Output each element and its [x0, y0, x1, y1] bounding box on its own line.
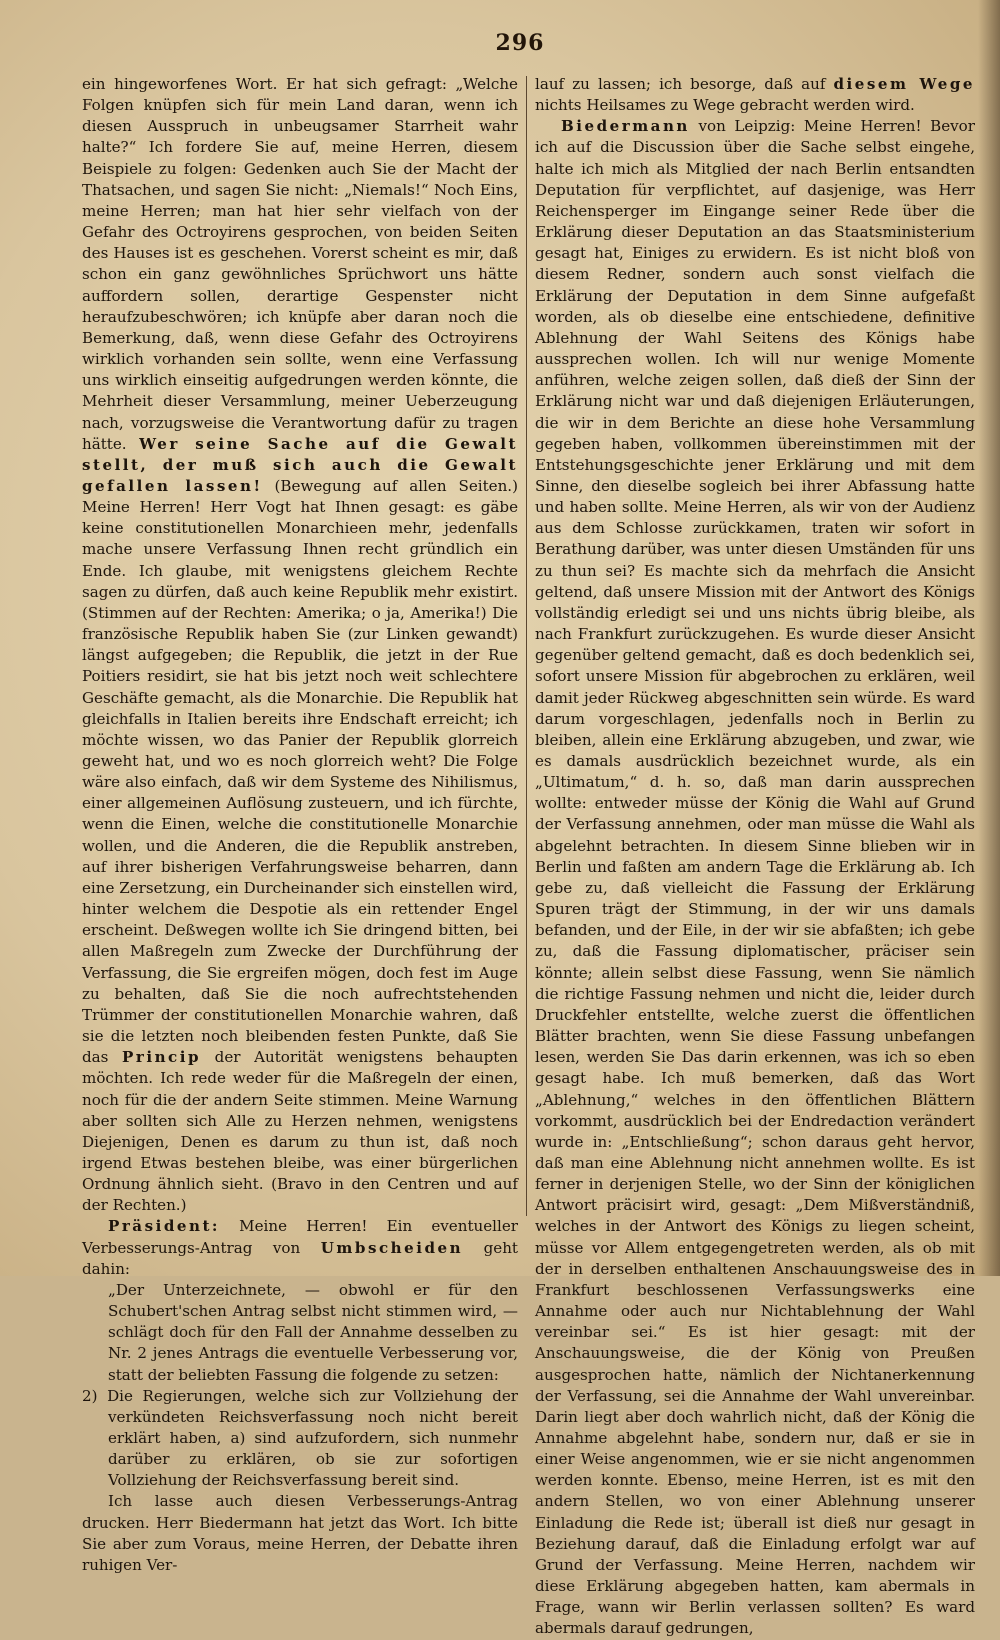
paragraph-president	[82, 1216, 518, 1279]
amendment-point-2: 2) Die Regierungen, welche sich zur Vollziehung der verkündeten Reichsverfassung noch nicht bereit erklärt haben, a) sind aufzufordern, sich nunmehr darüber zu erklären, ob sie zur sofortigen Vollziehung der Reichsverfassung bereit sind.	[82, 1386, 518, 1490]
continuation-text-end: nichts Heilsames zu Wege gebracht werden wird.	[535, 96, 915, 115]
speaker-name-biedermann: Biedermann	[561, 117, 690, 136]
emphasized-word: Princip	[122, 1048, 202, 1067]
page-fold-shadow	[978, 0, 1000, 1276]
amendment-quote: „Der Unterzeichnete, — obwohl er für den Schubert'schen Antrag selbst nicht stimmen wird, — schlägt doch für den Fall der Annahme desselben zu Nr. 2 jenes Antrags die eventuelle Verbesserung vor, statt der beliebten Fassung die folgende zu setzen:	[108, 1280, 518, 1384]
president-text-end: geht dahin:	[82, 1238, 518, 1278]
biedermann-speech-text: von Leipzig: Meine Herren! Bevor ich auf die Discussion über die Sache selbst eingehe, halte ich mich als Mitglied der nach Berlin entsandten Deputation für verpflichtet, auf dasjenige, was Herr Reichensperger im Eingange seiner Rede über die Erklärung dieser Deputation an das Staatsministerium gesagt hat, Einiges zu erwidern. Es ist nicht bloß von diesem Redner, sondern auch sonst vielfach die Erklärung der Deputation in dem Sinne aufgefaßt worden, als ob dieselbe eine entschiedene, definitive Ablehnung der Wahl Seitens des Königs habe aussprechen wollen. Ich will nur wenige Momente anführen, welche zeigen sollen, daß dieß der Sinn der Erklärung nicht war und daß diejenigen Erläuterungen, die wir in dem Berichte an diese hohe Versammlung gegeben haben, vollkommen übereinstimmen mit der Entstehungsgeschichte jener Erklärung und mit dem Sinne, den dieselbe sogleich bei ihrer Abfassung hatte und haben sollte. Meine Herren, als wir von der Audienz aus dem Schlosse zurückkamen, traten wir sofort in Berathung darüber, was unter diesen Umständen für uns zu thun sei? Es machte sich da mehrfach die Ansicht geltend, daß unsere Mission mit der Antwort des Königs vollständig erledigt sei und uns nichts übrig bleibe, als nach Frankfurt zurückzugehen. Es wurde dieser Ansicht gegenüber geltend gemacht, daß es doch bedenklich sei, sofort unsere Mission für abgebrochen zu erklären, weil damit jeder Rückweg abgeschnitten sein würde. Es ward darum vorgeschlagen, jedenfalls noch in Berlin zu bleiben, allein eine Erklärung abzugeben, und zwar, wie es damals ausdrücklich bezeichnet wurde, als ein „Ultimatum,“ d. h. so, daß man darin aussprechen wollte: entweder müsse der König die Wahl auf Grund der Verfassung annehmen, oder man müsse die Wahl als abgelehnt betrachten. In diesem Sinne blieben wir in Berlin und faßten am andern Tage die Erklärung ab. Ich gebe zu, daß vielleicht die Fassung der Erklärung Spuren trägt der Stimmung, in der wir uns damals befanden, und der Eile, in der wir sie abfaßten; ich gebe zu, daß die Fassung diplomatischer, präciser sein könnte; allein selbst diese Fassung, wenn Sie nämlich die richtige Fassung nehmen und nicht die, leider durch Druckfehler entstellte, welche zuerst die öffentlichen Blätter brachten, wenn Sie diese Fassung unbefangen lesen, werden Sie Das darin erkennen, was ich so eben gesagt habe. Ich muß bemerken, daß das Wort „Ablehnung,“ welches in den öffentlichen Blättern vorkommt, ausdrücklich bei der Endredaction verändert wurde in: „Entschließung“; schon daraus geht hervor, daß man eine Ablehnung nicht annehmen wollte. Es ist ferner in derjenigen Stelle, wo der Sinn der königlichen Antwort präcisirt wird, gesagt: „Dem Mißverständniß, welches in der Antwort des Königs zu liegen scheint, müsse vor Allem entgegengetreten werden, als ob mit der in derselben enthaltenen Anschauungsweise des in Frankfurt beschlossenen Verfassungswerks eine Annahme oder auch nur Nichtablehnung der Wahl vereinbar sei.“ Es ist hier gesagt: mit der Anschauungsweise, die der König von Preußen ausgesprochen hatte, nämlich der Nichtanerkennung der Verfassung, sei die Annahme der Wahl unvereinbar. Darin liegt aber doch wahrlich nicht, daß der König die Annahme abgelehnt habe, sondern nur, daß er sie in einer Weise angenommen, wie er sie nicht angenommen werden konnte. Ebenso, meine Herren, ist es mit den andern Stellen, wo von einer Ablehnung unserer Einladung die Rede ist; überall ist dieß nur gesagt in Beziehung darauf, daß die Einladung erfolgt war auf Grund der Verfassung. Meine Herren, nachdem wir diese Erklärung abgegeben hatten, kam abermals in Frage, wann wir Berlin verlassen sollten? Es ward abermals darauf gedrungen,	[535, 117, 975, 1638]
emphasized-quote: Wer seine Sache auf die Gewalt stellt, der muß sich auch die Gewalt gefallen lassen!	[82, 434, 518, 495]
paragraph-vincke-speech	[82, 74, 518, 1216]
page-number: 296	[495, 30, 545, 56]
column-divider	[526, 76, 527, 1216]
speaker-label-president: Präsident:	[108, 1217, 220, 1236]
continuation-text: lauf zu lassen; ich besorge, daß auf	[535, 75, 826, 93]
speech-text-end: der Autorität wenigstens behaupten möchten. Ich rede weder für die Maßregeln der einen, noch für die der andern Seite stimmen. Meine Warnung aber sollten sich Alle zu Herzen nehmen, wenigstens Diejenigen, Denen es darum zu thun ist, daß noch irgend Etwas bestehen bleibe, was einer bürgerlichen Ordnung ähnlich sieht. (Bravo in den Centren und auf der Rechten.)	[82, 1048, 518, 1215]
right-column	[535, 74, 975, 1640]
speaker-name-umbscheiden: Umbscheiden	[320, 1238, 464, 1257]
speech-text: ein hingeworfenes Wort. Er hat sich gefragt: „Welche Folgen knüpfen sich für mein Land daran, wenn ich diesen Ausspruch in unbeugsamer Starrheit wahr halte?“ Ich fordere Sie auf, meine Herren, diesem Beispiele zu folgen: Gedenken auch Sie der Macht der Thatsachen, und sagen Sie nicht: „Niemals!“ Noch Eins, meine Herren; man hat hier sehr vielfach von der Gefahr des Octroyirens gesprochen, von beiden Seiten des Hauses ist es geschehen. Vorerst scheint es mir, daß schon ein ganz gewöhnliches Sprüchwort uns hätte auffordern sollen, derartige Gespenster nicht heraufzubeschwören; ich knüpfe aber daran noch die Bemerkung, daß, wenn diese Gefahr des Octroyirens wirklich vorhanden sein sollte, wenn eine Verfassung uns wirklich einseitig aufgedrungen werden könnte, die Mehrheit dieser Versammlung, meiner Ueberzeugung nach, vorzugsweise die Verantwortung dafür zu tragen hätte.	[82, 75, 518, 453]
president-text: Meine Herren! Ein eventueller Verbesserungs-Antrag von	[82, 1217, 518, 1257]
speech-text-continued: (Bewegung auf allen Seiten.) Meine Herren! Herr Vogt hat Ihnen gesagt: es gäbe keine constitutionellen Monarchieen mehr, jedenfalls mache unsere Verfassung Ihnen recht gründlich ein Ende. Ich glaube, mit wenigstens gleichem Rechte sagen zu dürfen, daß auch keine Republik mehr existirt. (Stimmen auf der Rechten: Amerika; o ja, Amerika!) Die französische Republik haben Sie (zur Linken gewandt) längst aufgegeben; die Republik, die jetzt in der Rue Poitiers residirt, sie hat bis jetzt noch weit schlechtere Geschäfte gemacht, als die Monarchie. Die Republik hat gleichfalls in Italien bereits ihre Endschaft erreicht; ich möchte wissen, wo das Panier der Republik glorreich geweht hat, und wo es noch glorreich weht? Die Folge wäre also einfach, daß wir dem Systeme des Nihilismus, einer allgemeinen Auflösung zusteuern, und ich fürchte, wenn die Einen, welche die constitutionelle Monarchie wollen, und die Anderen, die die Republik anstreben, auf ihrer bisherigen Verfahrungsweise beharren, dann eine Zersetzung, ein Durcheinander sich einstellen wird, hinter welchem die Despotie als ein rettender Engel erscheint. Deßwegen wollte ich Sie dringend bitten, bei allen Maßregeln zum Zwecke der Durchführung der Verfassung, die Sie ergreifen mögen, doch fest im Auge zu behalten, daß Sie die noch aufrechtstehenden Trümmer der constitutionellen Monarchie wahren, daß sie die letzten noch bleibenden festen Punkte, daß Sie das	[82, 476, 518, 1067]
paragraph-biedermann-speech	[535, 116, 975, 1639]
paragraph-president-closing: Ich lasse auch diesen Verbesserungs-Antrag drucken. Herr Biedermann hat jetzt das Wort. Ich bitte Sie aber zum Voraus, meine Herren, der Debatte ihren ruhigen Ver-	[82, 1492, 518, 1574]
left-column	[82, 74, 518, 1576]
emphasized-phrase: diesem Wege	[833, 75, 975, 93]
paragraph-continuation	[535, 74, 975, 116]
